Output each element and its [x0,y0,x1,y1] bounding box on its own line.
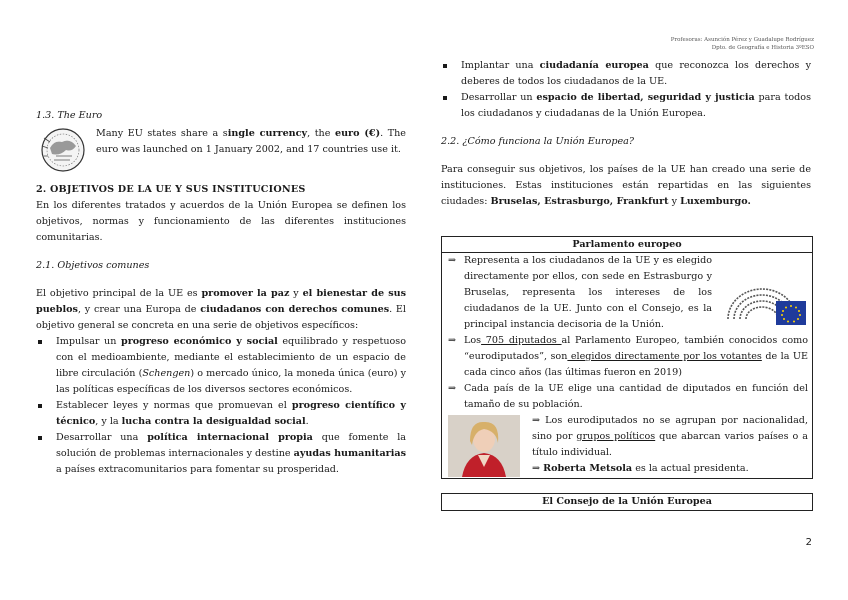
objetivos-list [36,334,406,478]
euro-coin-icon [36,126,90,174]
consejo-title: El Consejo de la Unión Europea [542,496,712,507]
arrow-icon: ⇒ [532,463,541,474]
list-item: Implantar una ciudadanía europea que reconozca los derechos y deberes de todos los ciudadanos de la UE. [441,58,811,90]
objetivos-title: 2.1. Objetivos comunes [36,260,150,271]
left-column [36,108,406,478]
parlamento-item-2: ⇒ Los 705 diputados al Parlamento Europeo, también conocidos como “eurodiputados”, son elegidos directamente por los votantes de la UE cada cinco años (las últimas fueron en 2019) [448,335,809,378]
euro-text: Many EU states share a single currency, the euro (€). The euro was launched on 1 January 2002, and 17 countries use it. [96,128,406,155]
list-item: Desarrollar una política internacional propia que fomente la solución de problemas internacionales y destine ayudas humanitarias a países extracomunitarios para fomentar su prosperidad. [36,430,406,478]
arrow-icon: ⇒ [532,415,541,426]
objetivos-paragraph: El objetivo principal de la UE es promover la paz y el bienestar de sus pueblos, y crear una Europa de ciudadanos con derechos comunes. El objetivo general se concreta en una serie de objetivos específicos: [36,288,407,331]
parlamento-item-3: ⇒ Cada país de la UE elige una cantidad de diputados en función del tamaño de su población. [448,383,808,410]
page-number: 2 [805,537,812,548]
arrow-icon: ⇒ [448,335,457,346]
header-teachers: Profesoras: Asunción Pérez y Guadalupe Rodríguez [670,37,814,43]
parlamento-item-5: ⇒ Roberta Metsola es la actual presidenta. [532,463,749,474]
section-2-heading: 2. OBJETIVOS DE LA UE Y SUS INSTITUCIONES [36,184,306,195]
header-department: Dpto. de Geografía e Historia 3ºESO [711,45,814,51]
section-2-intro: En los diferentes tratados y acuerdos de la Unión Europea se definen los objetivos, normas y funcionamiento de las diferentes instituciones comunitarias. [36,200,406,243]
funciona-title: 2.2. ¿Cómo funciona la Unión Europea? [441,136,635,147]
parlamento-title: Parlamento europeo [442,237,812,253]
list-item: Desarrollar un espacio de libertad, seguridad y justicia para todos los ciudadanos y ciudadanas de la Unión Europea. [441,90,811,122]
euro-section-title: 1.3. The Euro [36,110,103,121]
list-item: Impulsar un progreso económico y social equilibrado y respetuoso con el medioambiente, mediante el establecimiento de un espacio de libre circulación (Schengen) o mercado único, la moneda única (euro) y las políticas específicas de los diversos sectores económicos. [36,334,406,398]
parliament-hemicycle-icon [722,279,808,327]
arrow-icon: ⇒ [448,255,457,266]
list-item: Establecer leyes y normas que promuevan el progreso científico y técnico, y la lucha contra la desigualdad social. [36,398,406,430]
president-photo [448,415,520,477]
parlamento-box [441,236,813,479]
parlamento-body [442,253,812,477]
parlamento-item-4: ⇒ Los eurodiputados no se agrupan por nacionalidad, sino por grupos políticos que abarcan varios países o a título individual. [532,415,808,458]
right-column [441,58,811,210]
arrow-icon: ⇒ [448,383,457,394]
page-header [671,36,814,52]
euro-block [36,126,406,174]
funciona-paragraph: Para conseguir sus objetivos, los países de la UE han creado una serie de instituciones. Estas instituciones están repartidas en las siguientes ciudades: Bruselas, Estrasburgo, Frankfurt y Luxemburgo. [441,164,811,207]
objetivos-list-continued [441,58,811,122]
consejo-box [441,493,813,511]
parlamento-item-1: ⇒ Representa a los ciudadanos de la UE y es elegido directamente por ellos, con sede en Estrasburgo y Bruselas, representa los intereses de los ciudadanos de la UE. Junto con el Consejo, es la principal instancia decisoria de la Unión. [448,255,712,330]
